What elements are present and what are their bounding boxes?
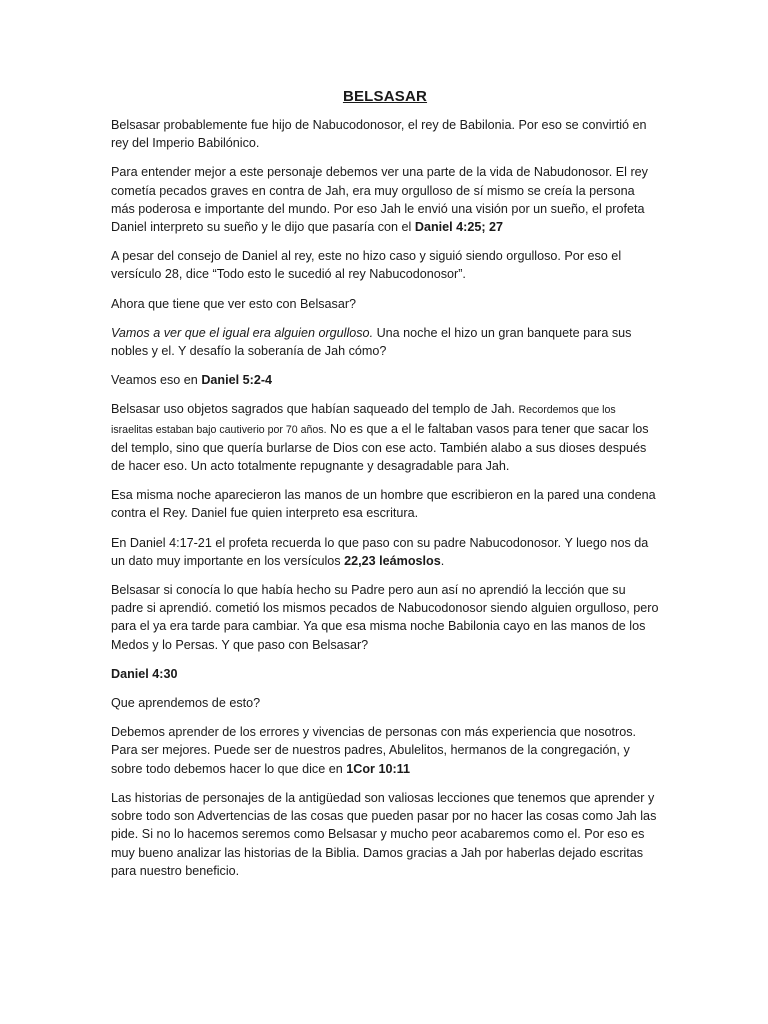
- paragraph-5-italic: Vamos a ver que el igual era alguien orgulloso.: [111, 325, 374, 340]
- paragraph-12: Que aprendemos de esto?: [111, 696, 261, 711]
- paragraph-5-text: Una noche el hizo un gran banquete para sus nobles y el. Y desafío la soberanía de Jah cómo?: [111, 325, 632, 359]
- bible-reference: Daniel 4:25; 27: [414, 220, 504, 235]
- paragraph-5: [111, 324, 659, 360]
- paragraph-13-text: Debemos aprender de los errores y vivencias de personas con más experiencia que nosotros. Para ser mejores. Puede ser de nuestros padres, Abulelitos, hermanos de la congregación, y sobre todo debemos hacer lo que dice en: [111, 725, 637, 776]
- paragraph-11-reference: Daniel 4:30: [111, 666, 178, 681]
- paragraph-7-text-1: Belsasar uso objetos sagrados que habían saqueado del templo de Jah.: [111, 402, 519, 417]
- paragraph-6-text: Veamos eso en: [111, 373, 202, 388]
- paragraph-9: [111, 534, 659, 570]
- paragraph-6: [111, 371, 659, 389]
- bible-reference: 1Cor 10:11: [346, 761, 410, 776]
- paragraph-7-text-2: No es que a el le faltaban vasos para tener que sacar los del templo, sino que quería burlarse de Dios con ese acto. También alabo a sus dioses después de hacer eso. Un acto totalmente repugnante y desagradable para Jah.: [111, 421, 649, 474]
- document-page: [111, 86, 659, 891]
- paragraph-13: [111, 723, 659, 778]
- paragraph-9-end: .: [440, 553, 445, 568]
- paragraph-7-small-note: Recordemos que los israelitas estaban bajo cautiverio por 70 años.: [111, 404, 616, 436]
- paragraph-2: [111, 163, 659, 236]
- paragraph-3: A pesar del consejo de Daniel al rey, este no hizo caso y siguió siendo orgulloso. Por eso el versículo 28, dice “Todo esto le sucedió al rey Nabucodonosor”.: [111, 249, 622, 282]
- bible-reference: 22,23 leámoslos: [344, 553, 441, 568]
- paragraph-14: Las historias de personajes de la antigüedad son valiosas lecciones que tenemos que aprender y sobre todo son Advertencias de las cosas que pueden pasar por no hacer las cosas como Jah las pide. Si no lo hacemos seremos como Belsasar y mucho peor acabaremos como el. Por eso es muy bueno analizar las historias de la Biblia. Damos gracias a Jah por haberlas dejado escritas para nuestro beneficio.: [111, 790, 657, 878]
- document-title: BELSASAR: [342, 88, 428, 105]
- paragraph-10: Belsasar si conocía lo que había hecho su Padre pero aun así no aprendió la lección que su padre si aprendió. cometió los mismos pecados de Nabucodonosor siendo alguien orgulloso, pero para el ya era tarde para cambiar. Ya que esa misma noche Babilonia cayo en las manos de los Medos y lo Persas. Y que paso con Belsasar?: [111, 583, 659, 652]
- paragraph-8: Esa misma noche aparecieron las manos de un hombre que escribieron en la pared una condena contra el Rey. Daniel fue quien interpreto esa escritura.: [111, 488, 656, 521]
- paragraph-1: Belsasar probablemente fue hijo de Nabucodonosor, el rey de Babilonia. Por eso se convirtió en rey del Imperio Babilónico.: [111, 118, 647, 151]
- paragraph-2-text: Para entender mejor a este personaje debemos ver una parte de la vida de Nabudonosor. El rey cometía pecados graves en contra de Jah, era muy orgulloso de sí mismo se creía la persona más poderosa e importante del mundo. Por eso Jah le envió una visión por un sueño, el profeta Daniel interpreto su sueño y le dijo que pasaría con el: [111, 165, 648, 235]
- paragraph-9-text: En Daniel 4:17-21 el profeta recuerda lo que paso con su padre Nabucodonosor. Y luego nos da un dato muy importante en los versículos: [111, 535, 649, 568]
- paragraph-7: [111, 400, 659, 475]
- paragraph-4: Ahora que tiene que ver esto con Belsasar?: [111, 296, 357, 311]
- bible-reference: Daniel 5:2-4: [201, 373, 273, 388]
